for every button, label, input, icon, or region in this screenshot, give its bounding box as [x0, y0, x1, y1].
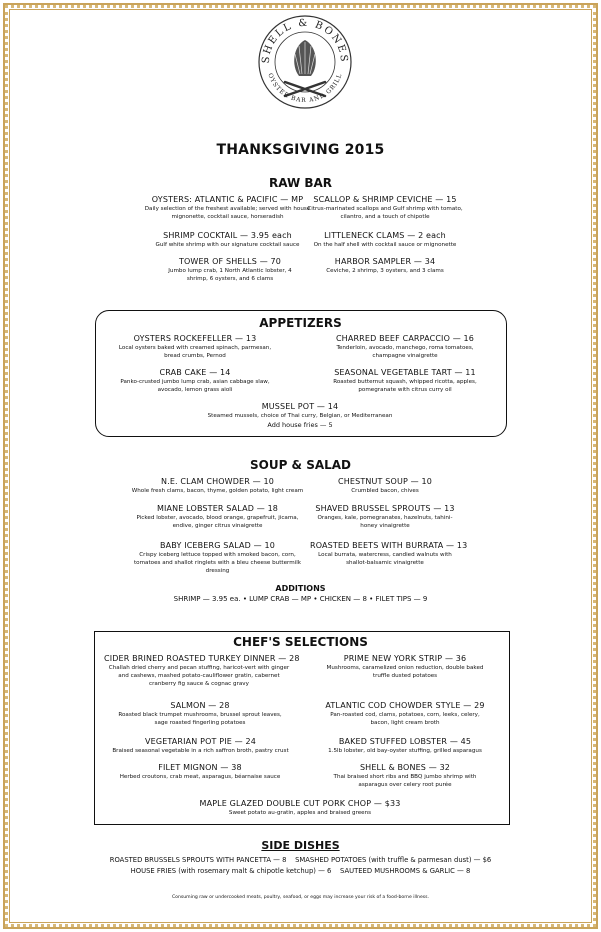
- menu-item: FILET MIGNON — 38 Herbed croutons, crab meat, asparagus, béarnaise sauce: [119, 763, 281, 780]
- logo-bottom-text: OYSTER BAR AND GRILL: [266, 72, 344, 105]
- menu-item: LITTLENECK CLAMS — 2 each On the half shell with cocktail sauce or mignonette: [313, 231, 457, 248]
- menu-item: VEGETARIAN POT PIE — 24 Braised seasonal vegetable in a rich saffron broth, pastry crust: [112, 737, 289, 754]
- disclaimer: Consuming raw or undercooked meats, poultry, seafood, or eggs may increase your risk of a food-borne illness.: [171, 895, 430, 900]
- menu-item: MAPLE GLAZED DOUBLE CUT PORK CHOP — $33 Sweet potato au-gratin, apples and braised greens: [199, 799, 401, 816]
- menu-item: OYSTERS ROCKEFELLER — 13 Local oysters baked with creamed spinach, parmesan, bread crumbs, Pernod: [118, 334, 272, 359]
- menu-item: MIANE LOBSTER SALAD — 18 Picked lobster, avocado, blood orange, grapefruit, jicama, endive, ginger citrus vinaigrette: [136, 504, 299, 529]
- menu-title: THANKSGIVING 2015: [216, 142, 385, 158]
- menu-item: SEASONAL VEGETABLE TART — 11 Roasted butternut squash, whipped ricotta, apples, pomegranate with citrus curry oil: [333, 368, 477, 393]
- menu-item: CIDER BRINED ROASTED TURKEY DINNER — 28 Challah dried cherry and pecan stuffing, haricot-vert with ginger and cashews, mashed potato-cauliflower gratin, cabernet cranberry fig sauce & cognac gravy: [104, 654, 300, 687]
- menu-item: SHAVED BRUSSEL SPROUTS — 13 Oranges, kale, pomegranates, hazelnuts, tahini-honey vinaigrette: [315, 504, 455, 529]
- soup-salad-heading: SOUP & SALAD: [249, 458, 352, 472]
- chefs-selections-heading: CHEF'S SELECTIONS: [233, 635, 368, 649]
- shell-and-bones-logo: [255, 10, 355, 125]
- menu-item: CHESTNUT SOUP — 10 Crumbled bacon, chives: [338, 477, 432, 494]
- additions-list: SHRIMP — 3.95 ea. • LUMP CRAB — MP • CHICKEN — 8 • FILET TIPS — 9: [173, 595, 428, 603]
- menu-item: N.E. CLAM CHOWDER — 10 Whole fresh clams, bacon, thyme, golden potato, light cream: [131, 477, 304, 494]
- menu-item: HARBOR SAMPLER — 34 Ceviche, 2 shrimp, 3 oysters, and 3 clams: [326, 257, 444, 274]
- menu-item: ROASTED BEETS WITH BURRATA — 13 Local burrata, watercress, candied walnuts with shallot-balsamic vinaigrette: [310, 541, 468, 566]
- menu-item: SHRIMP COCKTAIL — 3.95 each Gulf white shrimp with our signature cocktail sauce: [155, 231, 300, 248]
- menu-item: TOWER OF SHELLS — 70 Jumbo lump crab, 1 North Atlantic lobster, 4 shrimp, 6 oysters, and 6 clams: [168, 257, 292, 282]
- side-dishes-line-2: HOUSE FRIES (with rosemary malt & chipotle ketchup) — 6 SAUTEED MUSHROOMS & GARLIC — 8: [130, 867, 471, 875]
- menu-item: SALMON — 28 Roasted black trumpet mushrooms, brussel sprout leaves, sage roasted fingerling potatoes: [118, 701, 282, 726]
- side-dishes-line-1: ROASTED BRUSSELS SPROUTS WITH PANCETTA — 8 SMASHED POTATOES (with truffle & parmesan dust) — $6: [109, 856, 492, 864]
- menu-item: ATLANTIC COD CHOWDER STYLE — 29 Pan-roasted cod, clams, potatoes, corn, leeks, celery, bacon, light cream broth: [325, 701, 485, 726]
- side-dishes-heading: SIDE DISHES: [261, 839, 340, 852]
- menu-item: CRAB CAKE — 14 Panko-crusted jumbo lump crab, asian cabbage slaw, avocado, lemon grass aioli: [120, 368, 270, 393]
- menu-item: SHELL & BONES — 32 Thai braised short ribs and BBQ jumbo shrimp with asparagus over celery root purée: [333, 763, 477, 788]
- menu-item: BAKED STUFFED LOBSTER — 45 1.5lb lobster, old bay-oyster stuffing, grilled asparagus: [328, 737, 482, 754]
- additions-heading: ADDITIONS: [275, 584, 326, 593]
- menu-item: PRIME NEW YORK STRIP — 36 Mushrooms, caramelized onion reduction, double baked truffle dusted potatoes: [326, 654, 484, 679]
- menu-item: OYSTERS: ATLANTIC & PACIFIC — MP Daily selection of the freshest available; served with house mignonette, cocktail sauce, horseradish: [144, 195, 311, 220]
- logo-top-text: SHELL & BONES: [260, 17, 350, 64]
- menu-item: SCALLOP & SHRIMP CEVICHE — 15 Citrus-marinated scallops and Gulf shrimp with tomato, cilantro, and a touch of chipotle: [307, 195, 463, 220]
- raw-bar-heading: RAW BAR: [268, 176, 333, 190]
- menu-item: CHARRED BEEF CARPACCIO — 16 Tenderloin, avocado, manchego, roma tomatoes, champagne vinaigrette: [335, 334, 475, 359]
- menu-item: BABY ICEBERG SALAD — 10 Crispy iceberg lettuce topped with smoked bacon, corn, tomatoes and shallot ringlets with a bleu cheese buttermilk dressing: [133, 541, 302, 574]
- appetizers-heading: APPETIZERS: [259, 316, 342, 330]
- menu-item: MUSSEL POT — 14 Steamed mussels, choice of Thai curry, Belgian, or Mediterranean Add house fries — 5: [207, 402, 393, 429]
